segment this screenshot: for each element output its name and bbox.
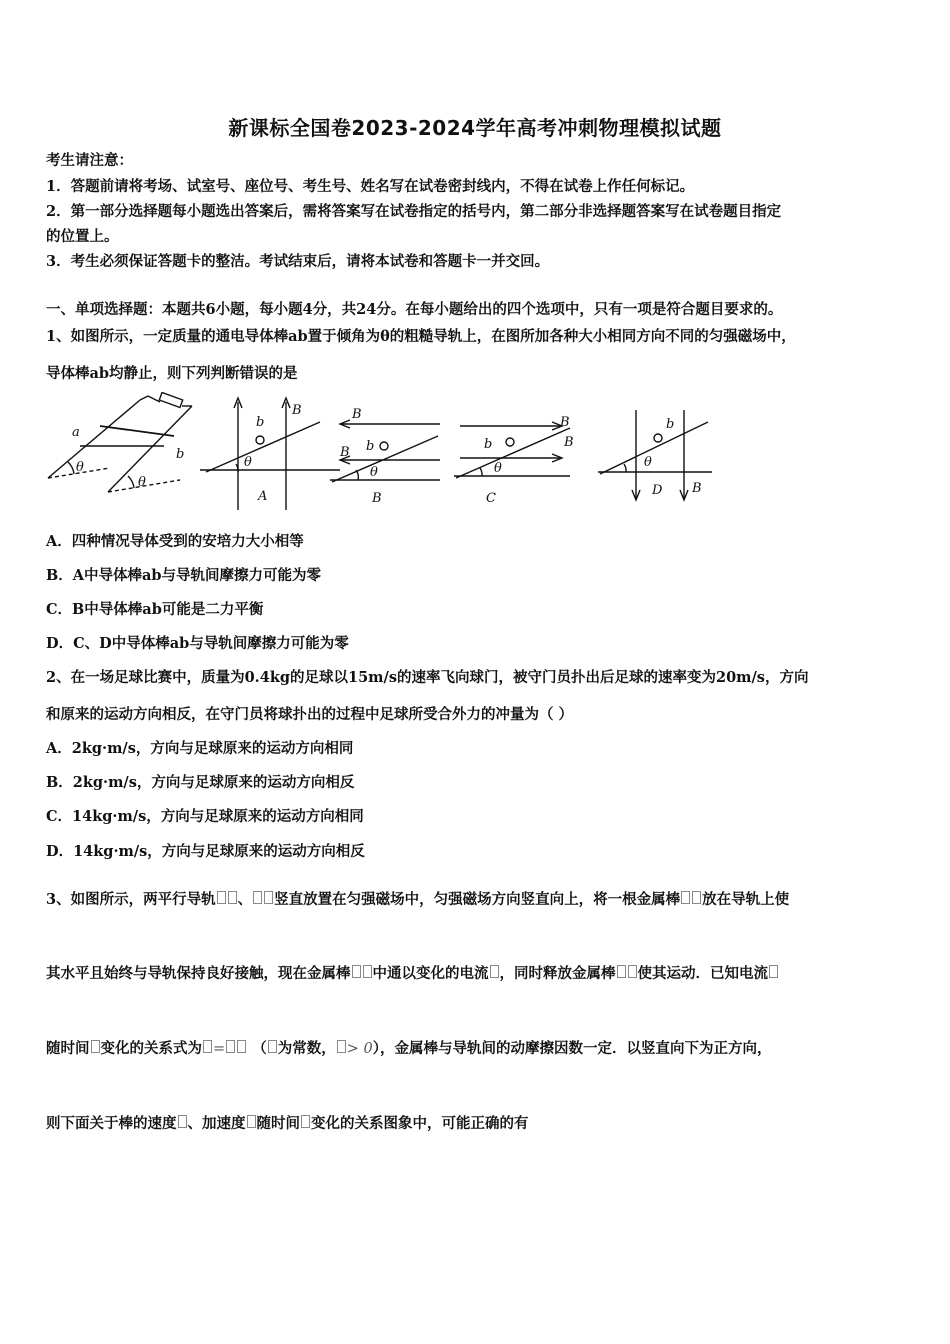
label-C: C — [486, 491, 496, 506]
q3-text: 放在导轨上使 — [702, 891, 790, 908]
label-theta-2: θ — [138, 475, 146, 490]
q3-text: 为常数， — [277, 1040, 336, 1057]
section-heading: 一、单项选择题：本题共6小题，每小题4分，共24分。在每小题给出的四个选项中，只有一项是符合题目要求的。 — [46, 301, 783, 318]
q3-text: ，同时释放金属棒 — [499, 965, 616, 982]
missing-glyph — [301, 1115, 310, 1128]
diagram-c — [454, 422, 570, 478]
label-D: D — [652, 483, 663, 498]
notice-item-2-cont: 的位置上。 — [46, 228, 119, 245]
missing-glyph — [268, 1040, 277, 1053]
q3-text: 竖直放置在匀强磁场中，匀强磁场方向竖直向上，将一根金属棒 — [274, 891, 681, 908]
q1-stem-line2: 导体棒ab均静止，则下列判断错误的是 — [46, 365, 298, 382]
label-a: a — [72, 425, 80, 440]
q3-text: 随时间 — [46, 1040, 90, 1057]
q3-text: 、 — [237, 891, 253, 908]
notice-item-2: 2．第一部分选择题每小题选出答案后，需将答案写在试卷指定的括号内，第二部分非选择题答案写在试卷题目指定 — [46, 203, 782, 220]
q3-line3 — [46, 1039, 771, 1059]
greater-than-zero: > 0 — [346, 1041, 373, 1057]
label-theta-a: θ — [244, 455, 252, 470]
q2-option-b: B．2kg·m/s，方向与足球原来的运动方向相反 — [46, 774, 355, 791]
equals-sign: = — [213, 1041, 226, 1057]
q3-line2 — [46, 964, 779, 984]
missing-glyph — [352, 965, 361, 978]
label-theta-b: θ — [370, 465, 378, 480]
missing-glyph — [769, 965, 778, 978]
q2-option-a: A．2kg·m/s，方向与足球原来的运动方向相同 — [46, 740, 354, 757]
label-B-c1: B — [564, 435, 574, 450]
main-incline-diagram — [48, 392, 192, 492]
missing-glyph — [237, 1040, 246, 1053]
q3-line1 — [46, 890, 789, 910]
q3-text: ），金属棒与导轨间的动摩擦因数一定．以竖直向下为正方向， — [372, 1040, 772, 1057]
label-b-a: b — [256, 415, 265, 430]
q3-text: 其水平且始终与导轨保持良好接触，现在金属棒 — [46, 965, 351, 982]
notice-item-3: 3．考生必须保证答题卡的整洁。考试结束后，请将本试卷和答题卡一并交回。 — [46, 253, 550, 270]
q3-text: 则下面关于棒的速度 — [46, 1115, 177, 1132]
q2-stem-line2: 和原来的运动方向相反，在守门员将球扑出的过程中足球所受合外力的冲量为（ ） — [46, 706, 574, 723]
label-b-c: b — [484, 437, 493, 452]
missing-glyph — [628, 965, 637, 978]
q2-stem-line1: 2、在一场足球比赛中，质量为0.4kg的足球以15m/s的速率飞向球门，被守门员扑出后足球的速率变为20m/s，方向 — [46, 669, 809, 686]
q3-text: （ — [252, 1040, 267, 1057]
label-B-c2: B — [560, 415, 570, 430]
label-B-b2: B — [340, 445, 350, 460]
q1-option-c: C．B中导体棒ab可能是二力平衡 — [46, 601, 264, 618]
q3-line4 — [46, 1114, 529, 1134]
missing-glyph — [178, 1115, 187, 1128]
missing-glyph — [91, 1040, 100, 1053]
missing-glyph — [253, 891, 262, 904]
q3-text: 变化的关系图象中，可能正确的有 — [311, 1115, 529, 1132]
missing-glyph — [247, 1115, 256, 1128]
q3-text: 中通以变化的电流 — [372, 965, 489, 982]
q2-option-c: C．14kg·m/s，方向与足球原来的运动方向相同 — [46, 808, 364, 825]
missing-glyph — [363, 965, 372, 978]
missing-glyph — [264, 891, 273, 904]
missing-glyph — [681, 891, 690, 904]
missing-glyph — [617, 965, 626, 978]
label-theta-c: θ — [494, 461, 502, 476]
missing-glyph — [692, 891, 701, 904]
label-b: b — [176, 447, 185, 462]
missing-glyph — [217, 891, 226, 904]
q1-option-b: B．A中导体棒ab与导轨间摩擦力可能为零 — [46, 567, 322, 584]
label-theta-1: θ — [76, 460, 84, 475]
q3-text: 变化的关系式为 — [100, 1040, 202, 1057]
label-B-a: B — [292, 403, 302, 418]
label-b-d: b — [666, 417, 675, 432]
missing-glyph — [228, 891, 237, 904]
missing-glyph — [203, 1040, 212, 1053]
label-theta-d: θ — [644, 455, 652, 470]
q3-text: 使其运动．已知电流 — [637, 965, 768, 982]
diagram-a — [200, 398, 340, 510]
label-B-b1: B — [352, 407, 362, 422]
label-b-b: b — [366, 439, 375, 454]
q3-text: 随时间 — [256, 1115, 300, 1132]
notice-item-1: 1．答题前请将考场、试室号、座位号、考生号、姓名写在试卷密封线内，不得在试卷上作任何标记。 — [46, 178, 695, 195]
q3-text: 3、如图所示，两平行导轨 — [46, 891, 216, 908]
missing-glyph — [490, 965, 499, 978]
page-title: 新课标全国卷2023-2024学年高考冲刺物理模拟试题 — [228, 116, 722, 140]
label-A: A — [258, 489, 268, 504]
q1-option-d: D．C、D中导体棒ab与导轨间摩擦力可能为零 — [46, 635, 349, 652]
q2-option-d: D．14kg·m/s，方向与足球原来的运动方向相反 — [46, 843, 365, 860]
notice-heading: 考生请注意： — [46, 152, 133, 169]
q3-text: 、加速度 — [187, 1115, 246, 1132]
label-B-d: B — [692, 481, 702, 496]
q1-stem-line1: 1、如图所示，一定质量的通电导体棒ab置于倾角为θ的粗糙导轨上，在图所加各种大小相同方向不同的匀强磁场中， — [46, 328, 796, 345]
missing-glyph — [337, 1040, 346, 1053]
missing-glyph — [226, 1040, 235, 1053]
q1-option-a: A．四种情况导体受到的安培力大小相等 — [46, 533, 304, 550]
label-B-caption: B — [372, 491, 382, 506]
q1-figure — [40, 392, 720, 517]
